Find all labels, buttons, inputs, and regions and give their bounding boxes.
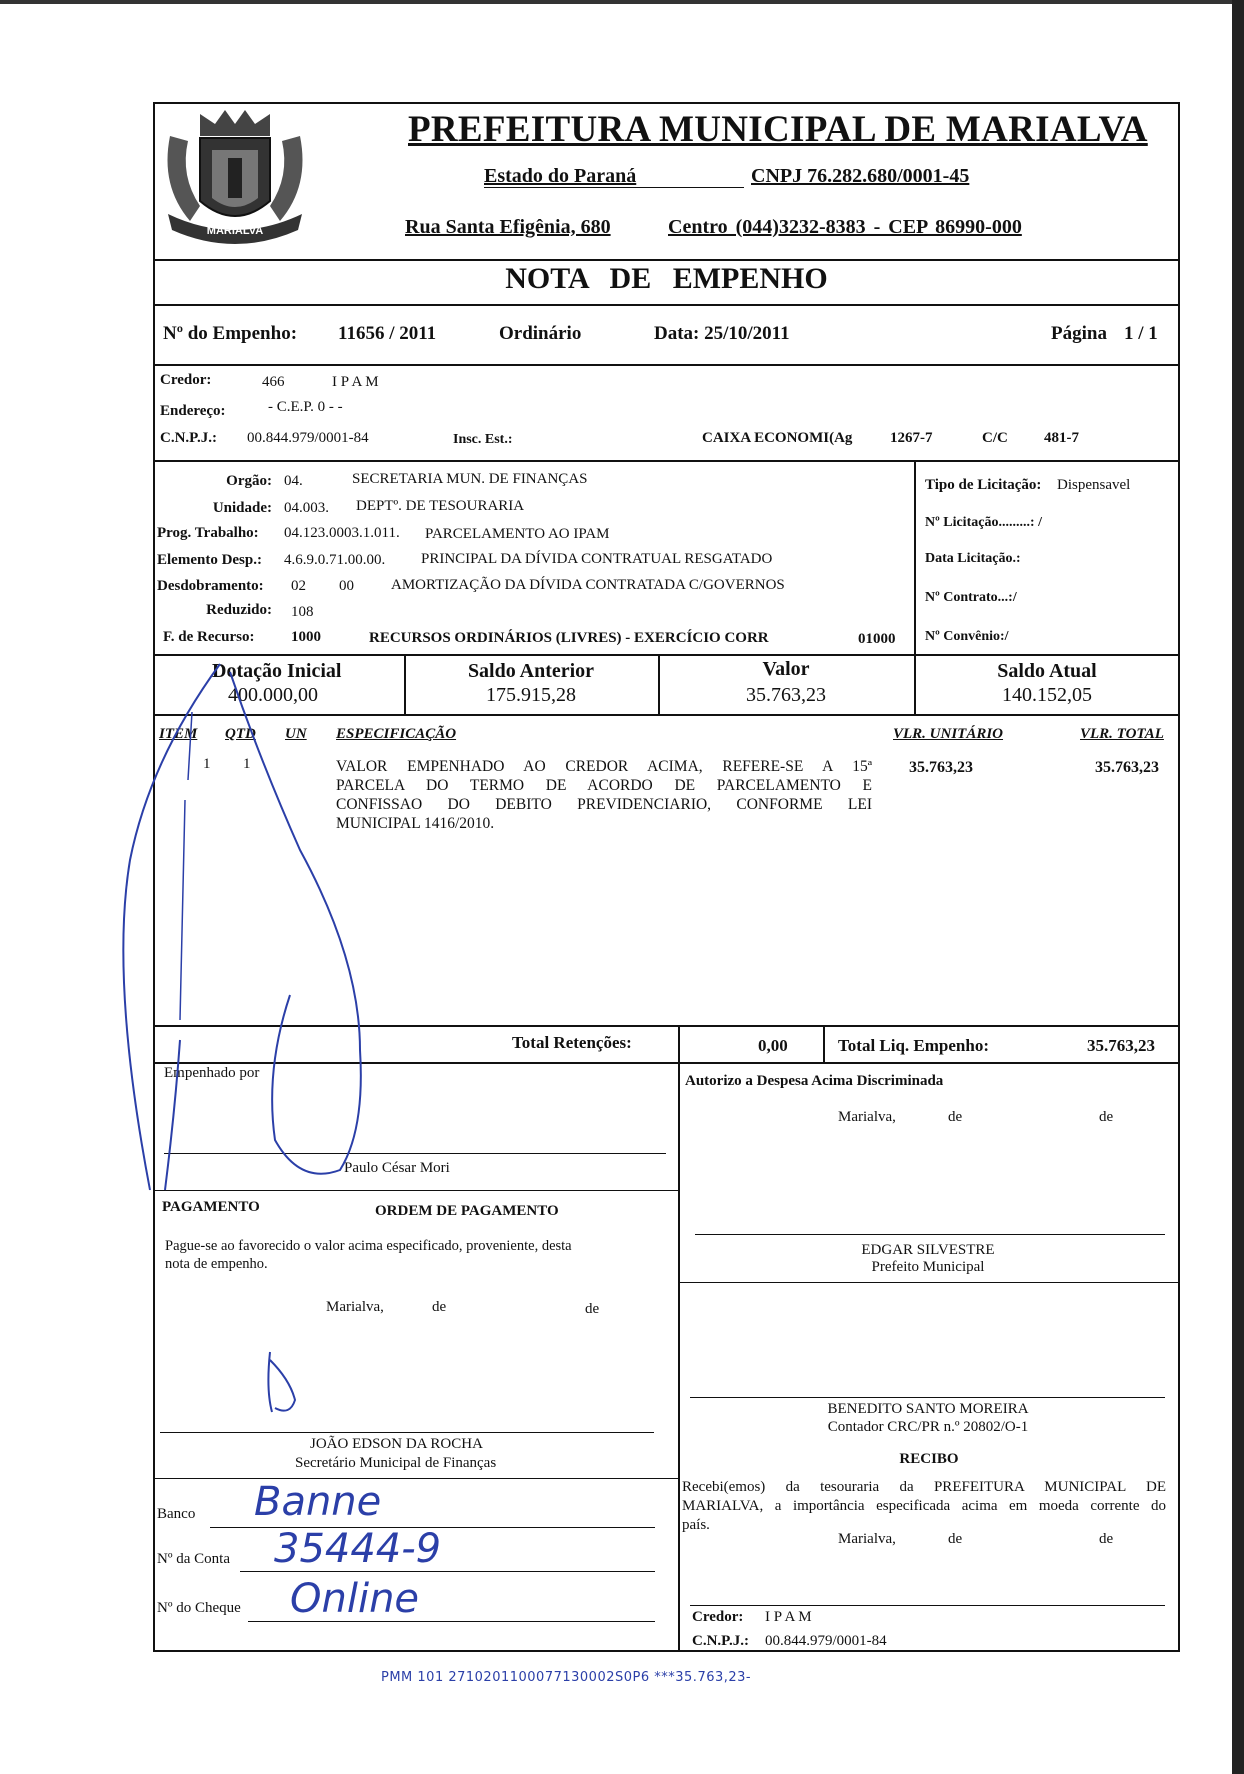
pagamento-place: Marialva, [326,1299,384,1315]
credor-insc-label: Insc. Est.: [453,432,513,447]
unidade-code: 04.003. [284,500,329,516]
prog-code: 04.123.0003.1.011. [284,525,400,541]
elem-code: 4.6.9.0.71.00.00. [284,552,386,568]
orgao-label: Orgão: [226,473,272,489]
credor-agency: 1267-7 [890,430,933,446]
spec-line-3: CONFISSAO DO DEBITO PREVIDENCIARIO, CONFORME LEI [336,796,872,813]
licitacao-tipo: Dispensavel [1057,477,1131,493]
recibo-de1: de [948,1531,963,1547]
prefeito-signer: EDGAR SILVESTRE [861,1242,995,1258]
licitacao-convenio: Nº Convênio:/ [925,629,1009,644]
header-title: PREFEITURA MUNICIPAL DE MARIALVA [408,109,1148,150]
dotacao-label: Dotação Inicial [212,660,342,682]
header-district-phone: Centro (044)3232-8383 - CEP 86990-000 [668,216,1022,238]
header-address: Rua Santa Efigênia, 680 [405,216,611,238]
fonte-code2: 01000 [858,631,896,647]
empenhado-signer: Paulo César Mori [344,1160,450,1176]
pagamento-text-2: nota de empenho. [165,1256,268,1272]
credor-cnpj: 00.844.979/0001-84 [247,430,369,446]
fonte-name: RECURSOS ORDINÁRIOS (LIVRES) - EXERCÍCIO CORR [369,630,769,646]
recibo-place: Marialva, [838,1531,896,1547]
recibo-credor: I P A M [765,1609,812,1625]
credor-label: Credor: [160,372,212,388]
dotacao-value: 400.000,00 [228,684,318,706]
doc-title: NOTA DE EMPENHO [505,262,828,295]
recibo-cnpj: 00.844.979/0001-84 [765,1633,887,1649]
elem-label: Elemento Desp.: [157,552,262,568]
credor-address-label: Endereço: [160,403,226,419]
autorizo-de1: de [948,1109,963,1125]
item-row-qtd: 1 [243,756,251,772]
autorizo-de2: de [1099,1109,1114,1125]
pagamento-de1: de [432,1299,447,1315]
col-header-spec: ESPECIFICAÇÃO [336,726,457,742]
credor-cc-label: C/C [982,430,1008,446]
reduz-value: 108 [291,604,314,620]
reduz-label: Reduzido: [206,602,272,618]
col-header-item: ITEM [159,726,198,742]
orgao-code: 04. [284,473,303,489]
conta-label: Nº da Conta [157,1551,230,1567]
empenho-page: 1 / 1 [1124,323,1158,344]
recibo-text-1: Recebi(emos) da tesouraria da PREFEITURA MUNICIPAL DE [682,1479,1166,1495]
credor-code: 466 [262,374,285,390]
retencoes-label: Total Retenções: [512,1033,632,1052]
col-header-qtd: QTD [225,726,256,742]
contador-role: Contador CRC/PR n.º 20802/O-1 [827,1419,1029,1435]
desd-label: Desdobramento: [157,578,264,594]
header-state: Estado do Paraná [484,165,637,187]
fonte-label: F. de Recurso: [163,629,255,645]
autorizo-label: Autorizo a Despesa Acima Discriminada [685,1073,944,1089]
saldo-atual-label: Saldo Atual [997,660,1097,682]
credor-cnpj-label: C.N.P.J.: [160,430,217,446]
empenho-date: Data: 25/10/2011 [654,323,790,344]
cheque-label: Nº do Cheque [157,1600,241,1616]
spec-line-4: MUNICIPAL 1416/2010. [336,815,495,832]
empenho-page-label: Página [1051,323,1107,344]
prog-name: PARCELAMENTO AO IPAM [425,526,610,542]
saldo-anterior-label: Saldo Anterior [467,660,595,682]
valor-value: 35.763,23 [746,684,826,706]
licitacao-contrato: Nº Contrato...:/ [925,590,1017,605]
empenho-number: 11656 / 2011 [338,323,437,344]
banco-label: Banco [157,1506,196,1522]
autorizo-place: Marialva, [838,1109,896,1125]
empenhado-label: Empenhado por [164,1065,260,1081]
cheque-handwritten: Online [290,1576,420,1622]
banco-handwritten: Banne [254,1479,382,1525]
item-row-item: 1 [203,756,211,772]
unidade-label: Unidade: [212,500,272,516]
empenho-type: Ordinário [499,323,582,344]
item-row-unit: 35.763,23 [909,759,973,776]
desd-name: AMORTIZAÇÃO DA DÍVIDA CONTRATADA C/GOVERNOS [391,577,785,593]
liquido-value: 35.763,23 [1087,1036,1155,1055]
saldo-atual-value: 140.152,05 [1002,684,1092,706]
spec-line-2: PARCELA DO TERMO DE ACORDO DE PARCELAMENTO E [336,777,872,794]
header-cnpj: CNPJ 76.282.680/0001-45 [751,165,970,187]
licitacao-data: Data Licitação.: [925,551,1021,566]
valor-label: Valor [762,658,810,680]
recibo-text-3: país. [682,1517,710,1533]
desd-code2: 00 [339,578,354,594]
licitacao-tipo-label: Tipo de Licitação: [925,477,1042,493]
prog-label: Prog. Trabalho: [157,525,259,541]
retencoes-value: 0,00 [758,1036,788,1055]
credor-cc: 481-7 [1044,430,1079,446]
col-header-total: VLR. TOTAL [1080,726,1164,742]
recibo-de2: de [1099,1531,1114,1547]
licitacao-numero: Nº Licitação.........: / [925,515,1042,530]
contador-signer: BENEDITO SANTO MOREIRA [827,1401,1029,1417]
conta-handwritten: 35444-9 [274,1526,442,1572]
col-header-unit: VLR. UNITÁRIO [893,726,1004,742]
credor-bank: CAIXA ECONOMI(Ag [702,430,853,446]
pagamento-signer: JOÃO EDSON DA ROCHA [310,1436,483,1452]
empenho-number-label: Nº do Empenho: [163,323,298,344]
pagamento-text-1: Pague-se ao favorecido o valor acima especificado, proveniente, desta [165,1238,572,1254]
recibo-text-2: MARIALVA, a importância especificada acima em moeda corrente do [682,1498,1166,1514]
pagamento-de2: de [585,1301,600,1317]
recibo-label: RECIBO [899,1451,959,1467]
crest-banner-text: MARIALVA [206,225,264,237]
spec-line-1: VALOR EMPENHADO AO CREDOR ACIMA, REFERE-SE A 15ª [336,758,872,775]
ordem-label: ORDEM DE PAGAMENTO [375,1203,559,1219]
recibo-credor-label: Credor: [692,1609,744,1625]
unidade-name: DEPTº. DE TESOURARIA [356,498,525,514]
saldo-anterior-value: 175.915,28 [486,684,576,706]
desd-code1: 02 [291,578,306,594]
credor-name: I P A M [332,374,379,390]
recibo-cnpj-label: C.N.P.J.: [692,1633,749,1649]
orgao-name: SECRETARIA MUN. DE FINANÇAS [352,471,588,487]
liquido-label: Total Liq. Empenho: [838,1036,989,1055]
fonte-code: 1000 [291,629,321,645]
item-row-total: 35.763,23 [1095,759,1159,776]
elem-name: PRINCIPAL DA DÍVIDA CONTRATUAL RESGATADO [421,551,773,567]
pagamento-label: PAGAMENTO [162,1199,260,1215]
machine-print: PMM 101 2710201100077130002S0P6 ***35.763,23- [381,1670,752,1685]
col-header-un: UN [285,726,307,742]
credor-address: - C.E.P. 0 - - [268,399,343,415]
pagamento-role: Secretário Municipal de Finanças [295,1455,497,1471]
prefeito-role: Prefeito Municipal [871,1259,985,1275]
